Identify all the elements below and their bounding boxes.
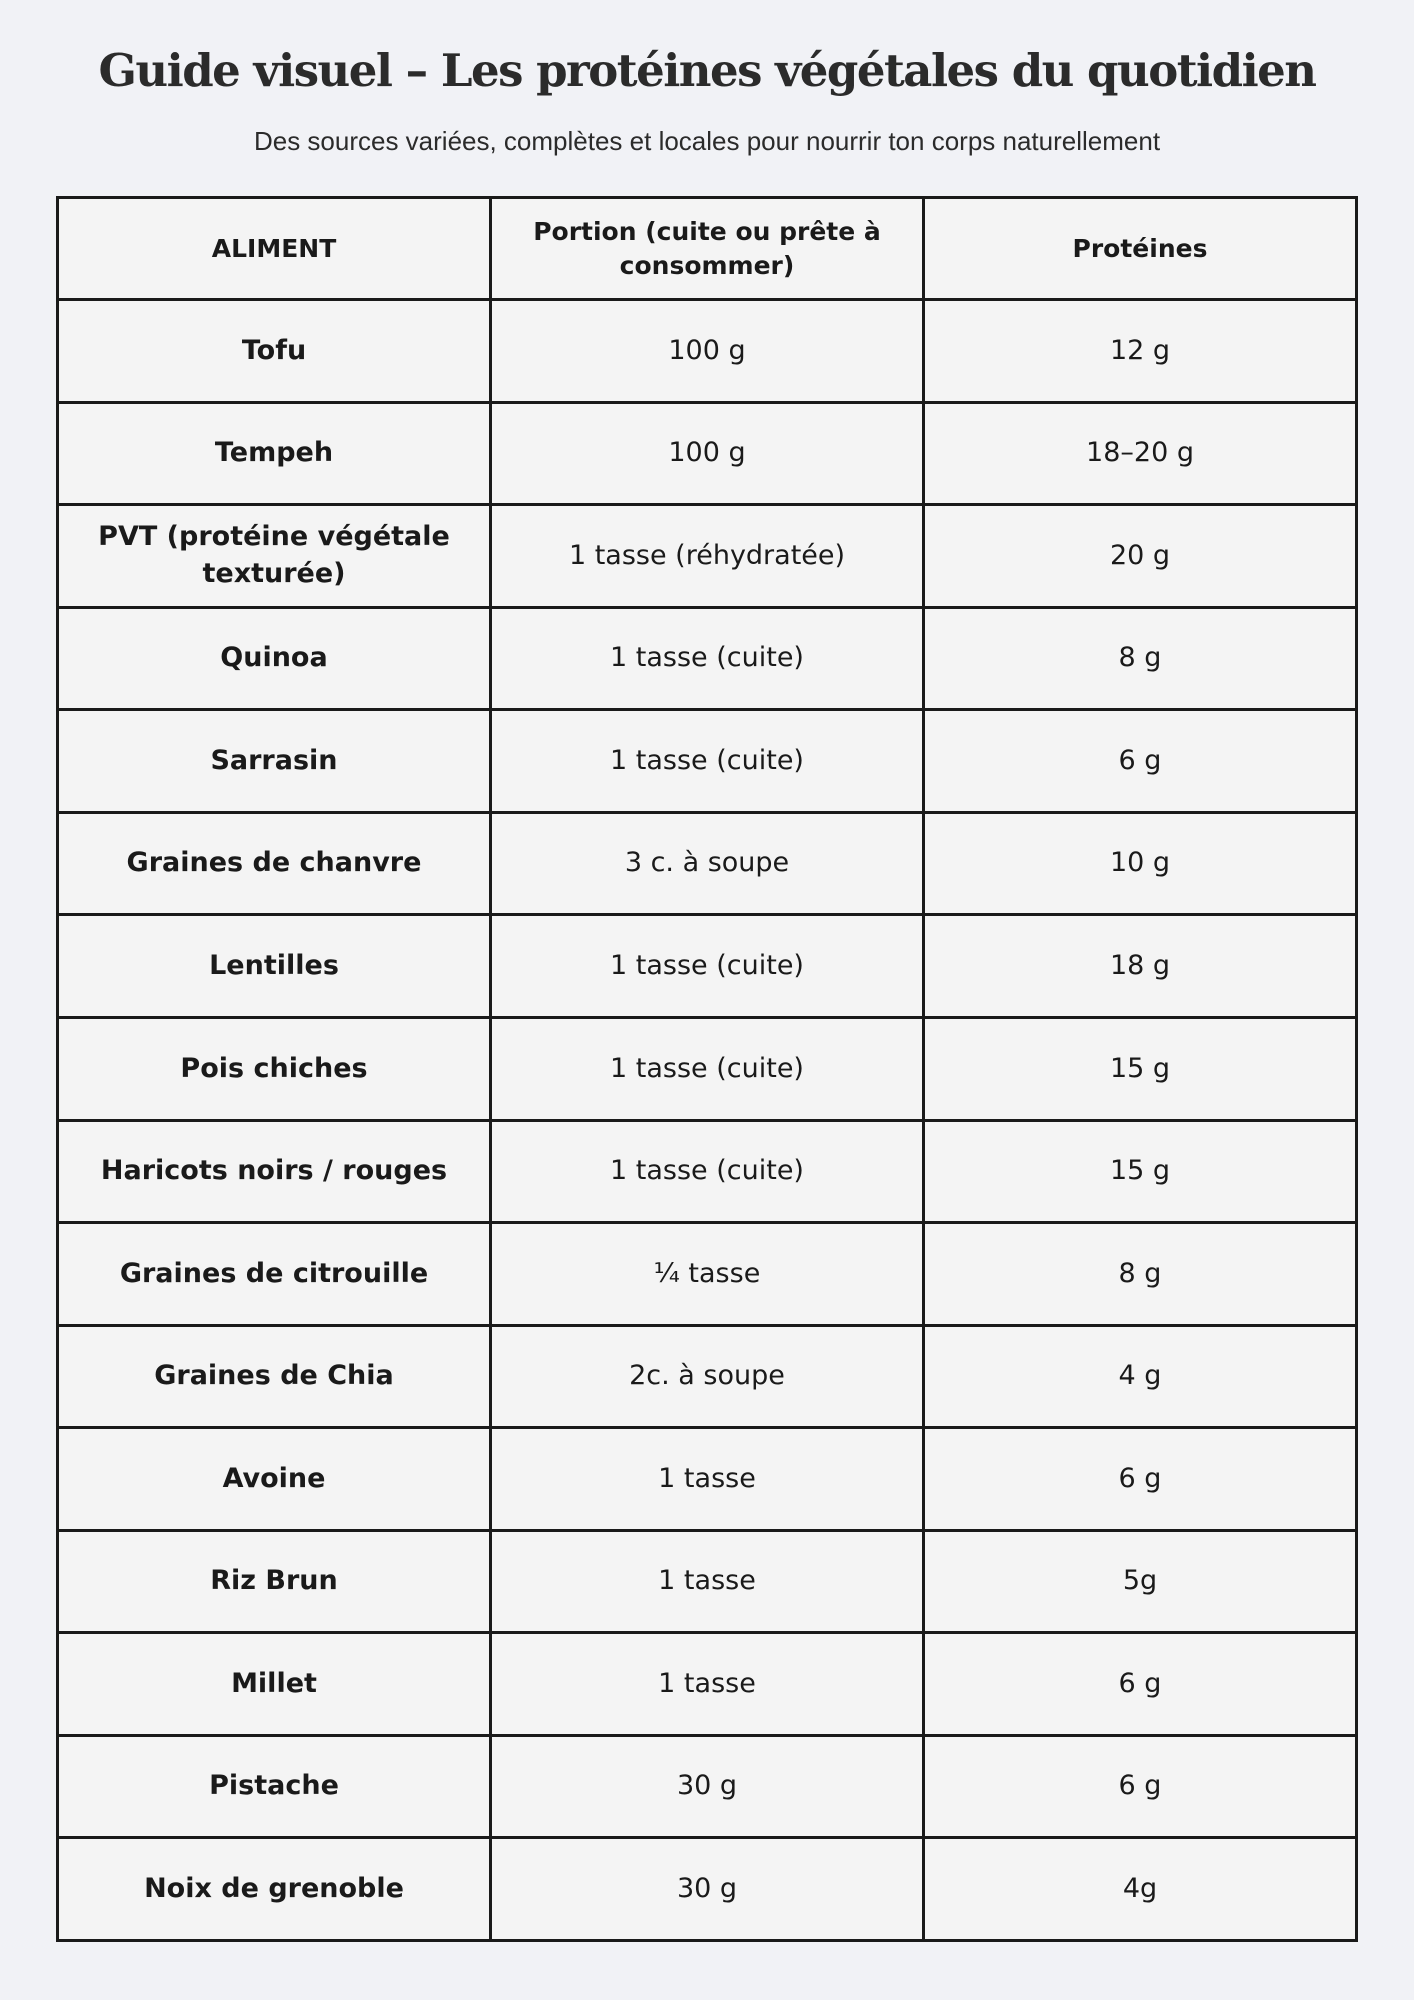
protein-cell: 18 g [924, 915, 1357, 1018]
column-header-aliment: ALIMENT [58, 198, 491, 300]
portion-cell: 1 tasse [491, 1428, 924, 1531]
table-row [58, 1120, 1357, 1223]
table-row [58, 915, 1357, 1018]
table-header-row [58, 198, 1357, 300]
food-cell: Lentilles [58, 915, 491, 1018]
table-row [58, 1530, 1357, 1633]
portion-cell: 1 tasse (cuite) [491, 915, 924, 1018]
table-row [58, 1017, 1357, 1120]
portion-cell: 1 tasse (réhydratée) [491, 505, 924, 608]
table-row [58, 1223, 1357, 1326]
protein-cell: 8 g [924, 1223, 1357, 1326]
food-cell: Avoine [58, 1428, 491, 1531]
portion-cell: 100 g [491, 300, 924, 403]
protein-cell: 6 g [924, 710, 1357, 813]
food-cell: Haricots noirs / rouges [58, 1120, 491, 1223]
protein-cell: 4 g [924, 1325, 1357, 1428]
table-row [58, 607, 1357, 710]
portion-cell: 1 tasse (cuite) [491, 710, 924, 813]
protein-cell: 20 g [924, 505, 1357, 608]
table-row [58, 1633, 1357, 1736]
page-subtitle: Des sources variées, complètes et locales pour nourrir ton corps naturellement [253, 126, 1161, 156]
table-row [58, 505, 1357, 608]
portion-cell: 30 g [491, 1838, 924, 1941]
portion-cell: 3 c. à soupe [491, 812, 924, 915]
portion-cell: 1 tasse (cuite) [491, 1017, 924, 1120]
food-cell: Millet [58, 1633, 491, 1736]
food-cell: Quinoa [58, 607, 491, 710]
table-row [58, 1735, 1357, 1838]
food-cell: Pois chiches [58, 1017, 491, 1120]
portion-cell: 2c. à soupe [491, 1325, 924, 1428]
portion-cell: ¼ tasse [491, 1223, 924, 1326]
food-cell: Graines de chanvre [58, 812, 491, 915]
food-cell: Pistache [58, 1735, 491, 1838]
food-cell: Tempeh [58, 402, 491, 505]
protein-cell: 18–20 g [924, 402, 1357, 505]
protein-cell: 15 g [924, 1017, 1357, 1120]
table-row [58, 710, 1357, 813]
protein-cell: 8 g [924, 607, 1357, 710]
food-cell: Graines de Chia [58, 1325, 491, 1428]
page-title: Guide visuel – Les protéines végétales du quotidien [98, 44, 1316, 97]
table-body [58, 300, 1357, 1941]
portion-cell: 30 g [491, 1735, 924, 1838]
protein-cell: 10 g [924, 812, 1357, 915]
table-row [58, 402, 1357, 505]
protein-table [56, 196, 1358, 1942]
table-row [58, 1325, 1357, 1428]
food-cell: Sarrasin [58, 710, 491, 813]
protein-cell: 5g [924, 1530, 1357, 1633]
table-row [58, 1838, 1357, 1941]
column-header-portion: Portion (cuite ou prête à consommer) [491, 198, 924, 300]
column-header-proteines: Protéines [924, 198, 1357, 300]
food-cell: Noix de grenoble [58, 1838, 491, 1941]
portion-cell: 1 tasse (cuite) [491, 607, 924, 710]
table-row [58, 1428, 1357, 1531]
table-row [58, 300, 1357, 403]
food-cell: PVT (protéine végétale texturée) [58, 505, 491, 608]
protein-cell: 6 g [924, 1735, 1357, 1838]
protein-cell: 4g [924, 1838, 1357, 1941]
portion-cell: 1 tasse [491, 1530, 924, 1633]
protein-table-container [56, 196, 1358, 1942]
table-row [58, 812, 1357, 915]
protein-cell: 15 g [924, 1120, 1357, 1223]
food-cell: Tofu [58, 300, 491, 403]
portion-cell: 1 tasse [491, 1633, 924, 1736]
protein-cell: 6 g [924, 1428, 1357, 1531]
food-cell: Graines de citrouille [58, 1223, 491, 1326]
protein-cell: 12 g [924, 300, 1357, 403]
portion-cell: 100 g [491, 402, 924, 505]
protein-cell: 6 g [924, 1633, 1357, 1736]
portion-cell: 1 tasse (cuite) [491, 1120, 924, 1223]
food-cell: Riz Brun [58, 1530, 491, 1633]
